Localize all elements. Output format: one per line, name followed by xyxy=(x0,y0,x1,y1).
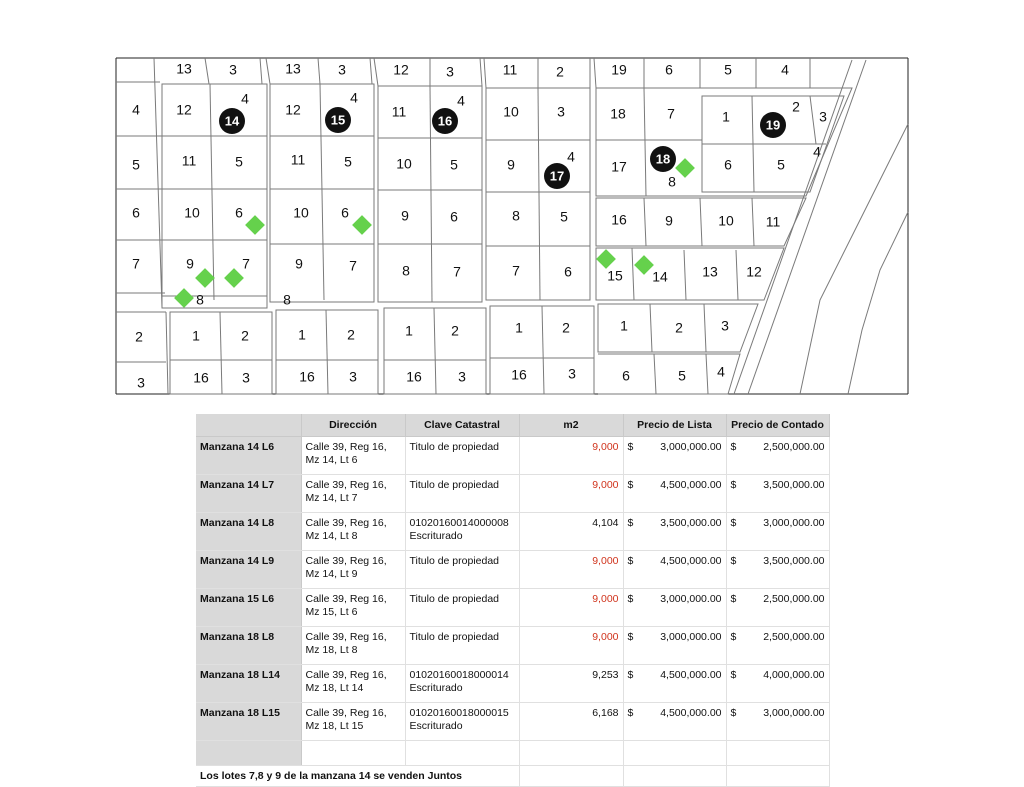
direccion-line-1: Calle 39, Reg 16, xyxy=(305,707,387,719)
lot-label: 11 xyxy=(502,61,518,78)
direccion-line-2: Mz 15, Lt 6 xyxy=(305,605,358,618)
direccion-line-2: Mz 18, Lt 15 xyxy=(305,719,364,732)
direccion-line-1: Calle 39, Reg 16, xyxy=(305,479,387,491)
clave-catastral-cell xyxy=(405,703,519,741)
lot-label: 7 xyxy=(349,257,357,274)
lot-label: 3 xyxy=(568,365,576,382)
header-direccion: Dirección xyxy=(301,414,405,437)
row-label: Manzana 14 L9 xyxy=(196,551,301,589)
direccion-line-1: Calle 39, Reg 16, xyxy=(305,517,387,529)
currency-symbol: $ xyxy=(627,669,634,681)
table-body xyxy=(196,437,829,787)
currency-symbol: $ xyxy=(627,631,634,643)
lot-label: 3 xyxy=(458,368,466,385)
direccion-line-2: Mz 14, Lt 6 xyxy=(305,453,358,466)
lot-label: 17 xyxy=(611,158,627,175)
table-note-row xyxy=(196,766,829,787)
direccion-line-2: Mz 14, Lt 7 xyxy=(305,491,358,504)
currency-symbol: $ xyxy=(730,555,737,567)
clave-line-1: Titulo de propiedad xyxy=(409,631,500,643)
clave-line-1: Titulo de propiedad xyxy=(409,441,500,453)
currency-symbol: $ xyxy=(730,593,737,605)
lot-label: 5 xyxy=(678,367,686,384)
table-row xyxy=(196,475,829,513)
lot-label: 12 xyxy=(393,61,409,78)
available-lot-marker[interactable] xyxy=(245,215,265,235)
lot-label: 2 xyxy=(792,98,800,115)
clave-catastral-cell xyxy=(405,513,519,551)
header-precio-contado: Precio de Contado xyxy=(726,414,829,437)
block-badge-16 xyxy=(432,108,458,134)
m2-cell: 9,000 xyxy=(519,589,623,627)
precio-contado-value: 2,500,000.00 xyxy=(763,631,825,643)
lot-label: 16 xyxy=(511,366,527,383)
lot-label: 13 xyxy=(176,60,192,77)
currency-symbol: $ xyxy=(730,517,737,529)
lot-label: 11 xyxy=(765,213,781,230)
block-badge-label: 19 xyxy=(765,117,781,133)
precio-contado-value: 2,500,000.00 xyxy=(763,593,825,605)
lot-label: 2 xyxy=(241,327,249,344)
block-badge-15 xyxy=(325,107,351,133)
precio-contado-cell xyxy=(726,513,829,551)
m2-cell: 4,104 xyxy=(519,513,623,551)
lot-label: 6 xyxy=(132,204,140,221)
empty-cell xyxy=(301,741,405,766)
m2-cell: 9,253 xyxy=(519,665,623,703)
available-lot-marker[interactable] xyxy=(352,215,372,235)
table-row xyxy=(196,513,829,551)
currency-symbol: $ xyxy=(627,441,634,453)
table-row xyxy=(196,551,829,589)
lot-label: 5 xyxy=(235,153,243,170)
lot-label: 1 xyxy=(620,317,628,334)
precio-lista-value: 4,500,000.00 xyxy=(660,555,722,567)
m2-cell: 6,168 xyxy=(519,703,623,741)
precio-lista-value: 3,000,000.00 xyxy=(660,441,722,453)
block-badge-label: 15 xyxy=(330,112,346,128)
clave-catastral-cell xyxy=(405,627,519,665)
clave-line-1: 01020160018000014 xyxy=(409,669,509,681)
table-row xyxy=(196,665,829,703)
row-label: Manzana 14 L6 xyxy=(196,437,301,475)
precio-contado-cell xyxy=(726,703,829,741)
precio-lista-value: 3,000,000.00 xyxy=(660,631,722,643)
lot-label: 13 xyxy=(702,263,718,280)
precio-contado-cell xyxy=(726,627,829,665)
lot-label: 4 xyxy=(350,89,358,106)
block-badge-label: 14 xyxy=(224,113,240,129)
lot-label: 11 xyxy=(181,152,197,169)
block-badge-label: 17 xyxy=(549,168,565,184)
direccion-cell xyxy=(301,551,405,589)
direccion-cell xyxy=(301,665,405,703)
precio-lista-cell xyxy=(623,703,726,741)
header-m2: m2 xyxy=(519,414,623,437)
precio-lista-cell xyxy=(623,513,726,551)
header-clave-catastral: Clave Catastral xyxy=(405,414,519,437)
direccion-cell xyxy=(301,589,405,627)
precio-lista-value: 3,000,000.00 xyxy=(660,593,722,605)
lot-label: 11 xyxy=(391,103,407,120)
lot-label: 16 xyxy=(611,211,627,228)
clave-catastral-cell xyxy=(405,589,519,627)
lot-label: 12 xyxy=(285,101,301,118)
m2-cell: 9,000 xyxy=(519,551,623,589)
precio-contado-value: 2,500,000.00 xyxy=(763,441,825,453)
currency-symbol: $ xyxy=(627,593,634,605)
empty-cell xyxy=(519,741,623,766)
clave-line-1: Titulo de propiedad xyxy=(409,479,500,491)
empty-cell xyxy=(726,766,829,787)
empty-cell xyxy=(405,741,519,766)
lot-label: 2 xyxy=(451,322,459,339)
lot-label: 8 xyxy=(402,262,410,279)
empty-cell xyxy=(726,741,829,766)
direccion-cell xyxy=(301,513,405,551)
precio-contado-cell xyxy=(726,589,829,627)
clave-line-2: Escriturado xyxy=(409,719,463,732)
lot-label: 2 xyxy=(135,328,143,345)
block-badge-label: 18 xyxy=(655,151,671,167)
header-corner xyxy=(196,414,301,437)
lot-label: 2 xyxy=(562,319,570,336)
clave-catastral-cell xyxy=(405,475,519,513)
lot-label: 2 xyxy=(556,63,564,80)
lot-label: 1 xyxy=(722,108,730,125)
precio-lista-cell xyxy=(623,551,726,589)
lot-label: 10 xyxy=(396,155,412,172)
lot-label: 14 xyxy=(652,268,668,285)
lot-label: 3 xyxy=(557,103,565,120)
table-row xyxy=(196,589,829,627)
lot-label: 6 xyxy=(450,208,458,225)
direccion-line-2: Mz 18, Lt 14 xyxy=(305,681,364,694)
block-badge-14 xyxy=(219,108,245,134)
clave-line-1: 01020160014000008 xyxy=(409,517,509,529)
currency-symbol: $ xyxy=(730,479,737,491)
lot-label: 9 xyxy=(401,207,409,224)
precio-lista-cell xyxy=(623,437,726,475)
lot-label: 7 xyxy=(242,255,250,272)
lot-label: 16 xyxy=(299,368,315,385)
block-badge-label: 16 xyxy=(437,113,453,129)
lot-label: 7 xyxy=(667,105,675,122)
lot-label: 4 xyxy=(717,363,725,380)
currency-symbol: $ xyxy=(627,555,634,567)
lot-label: 6 xyxy=(341,204,349,221)
lot-label: 3 xyxy=(446,63,454,80)
lot-label: 5 xyxy=(777,156,785,173)
empty-cell xyxy=(623,766,726,787)
available-lot-marker[interactable] xyxy=(174,288,194,308)
lot-label: 18 xyxy=(610,105,626,122)
clave-line-2: Escriturado xyxy=(409,529,463,542)
lot-label: 3 xyxy=(721,317,729,334)
block-badge-17 xyxy=(544,163,570,189)
precio-lista-cell xyxy=(623,665,726,703)
lot-label: 3 xyxy=(242,369,250,386)
row-label: Manzana 14 L8 xyxy=(196,513,301,551)
precio-lista-value: 4,500,000.00 xyxy=(660,669,722,681)
precio-lista-cell xyxy=(623,627,726,665)
lot-label: 1 xyxy=(515,319,523,336)
lot-label: 1 xyxy=(298,326,306,343)
row-label: Manzana 18 L8 xyxy=(196,627,301,665)
row-label: Manzana 18 L15 xyxy=(196,703,301,741)
precio-contado-value: 3,500,000.00 xyxy=(763,479,825,491)
precio-lista-value: 3,500,000.00 xyxy=(660,517,722,529)
table-row xyxy=(196,703,829,741)
table-header-row xyxy=(196,414,829,437)
lot-label: 3 xyxy=(349,368,357,385)
direccion-line-1: Calle 39, Reg 16, xyxy=(305,669,387,681)
lot-label: 1 xyxy=(405,322,413,339)
available-lot-marker[interactable] xyxy=(634,255,654,275)
lot-label: 12 xyxy=(746,263,762,280)
lot-label: 10 xyxy=(184,204,200,221)
direccion-cell xyxy=(301,703,405,741)
lot-label: 6 xyxy=(564,263,572,280)
lot-label: 4 xyxy=(241,90,249,107)
lot-label: 19 xyxy=(611,61,627,78)
table-row xyxy=(196,437,829,475)
row-label: Manzana 18 L14 xyxy=(196,665,301,703)
direccion-line-1: Calle 39, Reg 16, xyxy=(305,441,387,453)
lot-label: 7 xyxy=(132,255,140,272)
precio-lista-value: 4,500,000.00 xyxy=(660,479,722,491)
precio-contado-cell xyxy=(726,437,829,475)
direccion-cell xyxy=(301,437,405,475)
precio-contado-value: 3,000,000.00 xyxy=(763,707,825,719)
clave-line-1: 01020160018000015 xyxy=(409,707,509,719)
direccion-line-1: Calle 39, Reg 16, xyxy=(305,593,387,605)
lot-label: 10 xyxy=(718,212,734,229)
row-label: Manzana 14 L7 xyxy=(196,475,301,513)
precio-contado-cell xyxy=(726,475,829,513)
direccion-line-2: Mz 18, Lt 8 xyxy=(305,643,358,656)
currency-symbol: $ xyxy=(730,631,737,643)
available-lot-marker[interactable] xyxy=(224,268,244,288)
empty-cell xyxy=(623,741,726,766)
clave-line-1: Titulo de propiedad xyxy=(409,593,500,605)
precio-contado-cell xyxy=(726,551,829,589)
clave-line-2: Escriturado xyxy=(409,681,463,694)
currency-symbol: $ xyxy=(627,479,634,491)
lot-label: 2 xyxy=(347,326,355,343)
lot-label: 4 xyxy=(567,148,575,165)
block-badge-19 xyxy=(760,112,786,138)
lot-label: 6 xyxy=(235,204,243,221)
lot-label: 1 xyxy=(192,327,200,344)
lot-label: 5 xyxy=(450,156,458,173)
lot-label: 7 xyxy=(453,263,461,280)
direccion-line-2: Mz 14, Lt 9 xyxy=(305,567,358,580)
lot-label: 9 xyxy=(665,212,673,229)
lot-label: 11 xyxy=(290,151,306,168)
direccion-line-1: Calle 39, Reg 16, xyxy=(305,555,387,567)
available-lot-markers xyxy=(174,155,695,308)
lot-label: 2 xyxy=(675,319,683,336)
lot-label: 8 xyxy=(283,291,291,308)
currency-symbol: $ xyxy=(730,669,737,681)
lot-label: 3 xyxy=(819,108,827,125)
lot-label: 4 xyxy=(132,101,140,118)
lot-label: 5 xyxy=(724,61,732,78)
currency-symbol: $ xyxy=(730,441,737,453)
direccion-cell xyxy=(301,627,405,665)
precio-contado-value: 4,000,000.00 xyxy=(763,669,825,681)
header-precio-lista: Precio de Lista xyxy=(623,414,726,437)
precio-lista-cell xyxy=(623,475,726,513)
lot-label: 15 xyxy=(607,267,623,284)
clave-catastral-cell xyxy=(405,551,519,589)
block-badge-18 xyxy=(650,146,676,172)
precio-contado-value: 3,500,000.00 xyxy=(763,555,825,567)
lot-label: 6 xyxy=(622,367,630,384)
direccion-cell xyxy=(301,475,405,513)
lot-label: 16 xyxy=(406,368,422,385)
lot-label: 4 xyxy=(457,92,465,109)
m2-cell: 9,000 xyxy=(519,437,623,475)
table-row-empty xyxy=(196,741,829,766)
lot-label: 10 xyxy=(503,103,519,120)
lot-label: 5 xyxy=(560,208,568,225)
m2-cell: 9,000 xyxy=(519,627,623,665)
available-lot-marker[interactable] xyxy=(596,249,616,269)
table-note: Los lotes 7,8 y 9 de la manzana 14 se venden Juntos xyxy=(196,766,519,787)
lot-label: 7 xyxy=(512,262,520,279)
lot-label: 8 xyxy=(668,173,676,190)
lot-label: 6 xyxy=(724,156,732,173)
lot-label: 8 xyxy=(512,207,520,224)
precio-lista-cell xyxy=(623,589,726,627)
lot-label: 9 xyxy=(295,255,303,272)
lot-label: 5 xyxy=(132,156,140,173)
currency-symbol: $ xyxy=(730,707,737,719)
available-lot-marker[interactable] xyxy=(195,268,215,288)
empty-cell xyxy=(519,766,623,787)
lot-label: 9 xyxy=(507,156,515,173)
lot-price-table xyxy=(196,414,830,787)
precio-contado-value: 3,000,000.00 xyxy=(763,517,825,529)
lot-label: 3 xyxy=(338,61,346,78)
lot-label: 8 xyxy=(196,291,204,308)
lot-label: 6 xyxy=(665,61,673,78)
lot-label: 12 xyxy=(176,101,192,118)
clave-catastral-cell xyxy=(405,437,519,475)
lot-label: 5 xyxy=(344,153,352,170)
direccion-line-1: Calle 39, Reg 16, xyxy=(305,631,387,643)
lot-label: 9 xyxy=(186,255,194,272)
clave-catastral-cell xyxy=(405,665,519,703)
currency-symbol: $ xyxy=(627,517,634,529)
row-label: Manzana 15 L6 xyxy=(196,589,301,627)
available-lot-marker[interactable] xyxy=(675,158,695,178)
empty-cell xyxy=(196,741,301,766)
precio-contado-cell xyxy=(726,665,829,703)
clave-line-1: Titulo de propiedad xyxy=(409,555,500,567)
lot-label: 13 xyxy=(285,60,301,77)
m2-cell: 9,000 xyxy=(519,475,623,513)
precio-lista-value: 4,500,000.00 xyxy=(660,707,722,719)
lot-label: 4 xyxy=(781,61,789,78)
direccion-line-2: Mz 14, Lt 8 xyxy=(305,529,358,542)
lot-label: 3 xyxy=(137,374,145,391)
lot-label: 4 xyxy=(813,143,821,160)
table-row xyxy=(196,627,829,665)
lot-label: 3 xyxy=(229,61,237,78)
currency-symbol: $ xyxy=(627,707,634,719)
lot-label: 16 xyxy=(193,369,209,386)
lot-label: 10 xyxy=(293,204,309,221)
